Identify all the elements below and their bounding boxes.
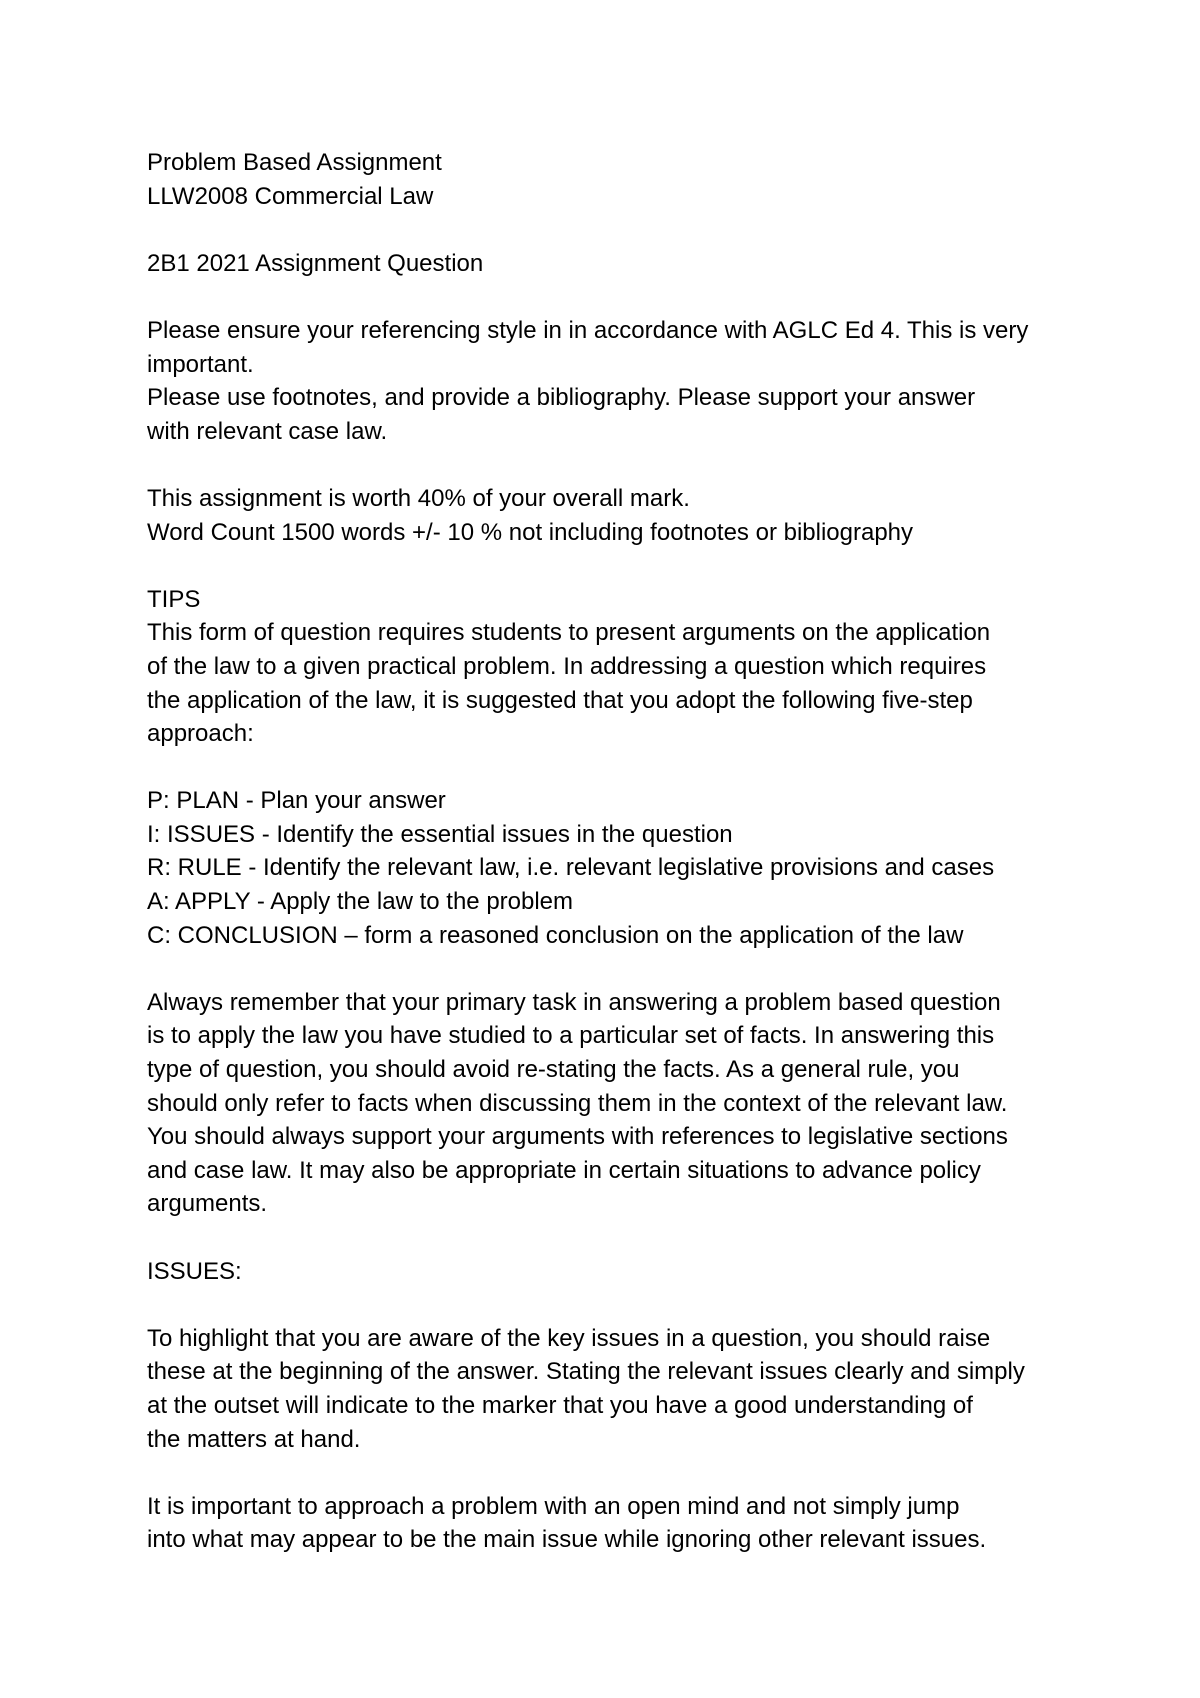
spacer (147, 549, 1077, 583)
step-issues: I: ISSUES - Identify the essential issues in the question (147, 820, 733, 848)
step-plan: P: PLAN - Plan your answer (147, 787, 446, 815)
spacer (147, 1221, 1077, 1255)
referencing-instruction: Please ensure your referencing style in in accordance with AGLC Ed 4. This is very (147, 316, 1029, 344)
document-title: Problem Based Assignment (147, 149, 442, 176)
spacer (147, 1456, 1077, 1490)
footnotes-instruction: with relevant case law. (147, 417, 388, 445)
remember-text-line: arguments. (147, 1190, 268, 1218)
footnotes-instruction: Please use footnotes, and provide a bibliography. Please support your answer (147, 384, 976, 412)
remember-text-line: Always remember that your primary task in answering a problem based question (147, 988, 1001, 1016)
spacer (147, 448, 1077, 482)
remember-text-line: and case law. It may also be appropriate in certain situations to advance policy (147, 1156, 981, 1184)
issues-text-line: at the outset will indicate to the marker that you have a good understanding of (147, 1391, 973, 1419)
word-count: Word Count 1500 words +/- 10 % not including footnotes or bibliography (147, 518, 914, 546)
issues-heading: ISSUES: (147, 1257, 242, 1285)
tips-text-line: of the law to a given practical problem. In addressing a question which requires (147, 652, 987, 680)
tips-text-line: approach: (147, 720, 254, 748)
course-name: LLW2008 Commercial Law (147, 182, 434, 210)
issues-text-line: It is important to approach a problem with an open mind and not simply jump (147, 1492, 960, 1520)
spacer (147, 1288, 1077, 1322)
tips-heading: TIPS (147, 585, 201, 613)
remember-text-line: You should always support your arguments with references to legislative sections (147, 1123, 1008, 1151)
referencing-instruction: important. (147, 350, 254, 378)
step-apply: A: APPLY - Apply the law to the problem (147, 888, 574, 916)
question-label: 2B1 2021 Assignment Question (147, 249, 484, 277)
issues-text-line: into what may appear to be the main issue while ignoring other relevant issues. (147, 1526, 987, 1554)
spacer (147, 751, 1077, 785)
issues-text-line: To highlight that you are aware of the key issues in a question, you should raise (147, 1324, 991, 1352)
spacer (147, 213, 1077, 247)
remember-text-line: is to apply the law you have studied to a particular set of facts. In answering this (147, 1022, 995, 1050)
document-body (147, 146, 1077, 1557)
tips-text-line: the application of the law, it is suggested that you adopt the following five-step (147, 686, 973, 714)
issues-text-line: the matters at hand. (147, 1425, 361, 1453)
issues-text-line: these at the beginning of the answer. Stating the relevant issues clearly and simply (147, 1358, 1025, 1386)
spacer (147, 952, 1077, 986)
step-conclusion: C: CONCLUSION – form a reasoned conclusion on the application of the law (147, 921, 964, 949)
spacer (147, 280, 1077, 314)
tips-text-line: This form of question requires students to present arguments on the application (147, 619, 991, 647)
step-rule: R: RULE - Identify the relevant law, i.e. relevant legislative provisions and cases (147, 854, 995, 882)
assignment-worth: This assignment is worth 40% of your overall mark. (147, 484, 690, 512)
remember-text-line: should only refer to facts when discussing them in the context of the relevant law. (147, 1089, 1008, 1117)
remember-text-line: type of question, you should avoid re-stating the facts. As a general rule, you (147, 1056, 960, 1084)
